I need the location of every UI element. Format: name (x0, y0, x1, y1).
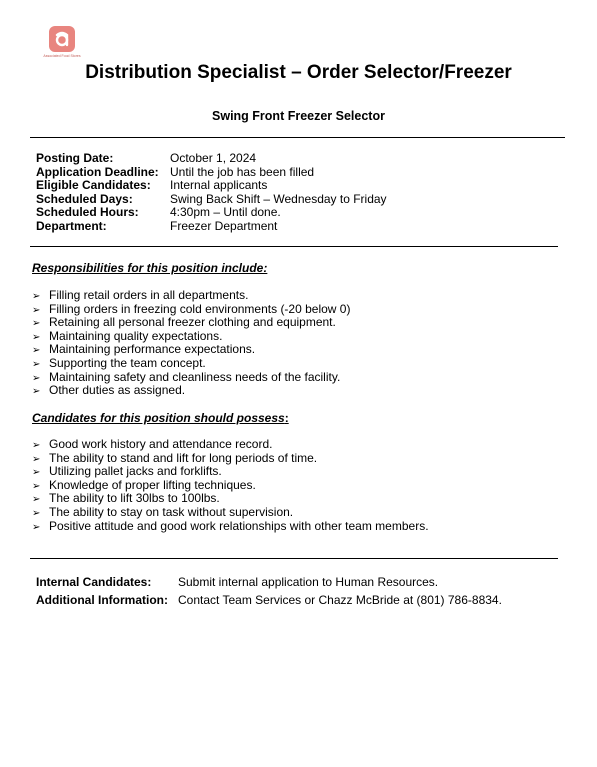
responsibilities-heading-text: Responsibilities for this position include: (32, 261, 268, 275)
detail-row (36, 206, 387, 220)
divider-bottom (30, 558, 558, 559)
detail-label: Application Deadline: (36, 164, 159, 179)
arrow-bullet-icon: ➢ (32, 358, 41, 370)
list-item-text: Good work history and attendance record. (49, 437, 273, 451)
list-item (32, 452, 429, 466)
qualifications-heading (32, 411, 289, 425)
list-item-text: Knowledge of proper lifting techniques. (49, 477, 256, 492)
arrow-bullet-icon: ➢ (32, 291, 41, 302)
list-item-text: Retaining all personal freezer clothing and equipment. (49, 315, 336, 330)
divider-top (30, 137, 565, 138)
qualifications-heading-text: Candidates for this position should possess (32, 411, 285, 425)
qualifications-heading-colon: : (284, 411, 289, 425)
job-title: Distribution Specialist – Order Selector/Freezer (85, 62, 512, 83)
detail-value: Until the job has been filled (170, 164, 315, 179)
detail-label: Posting Date: (36, 151, 114, 165)
footer-label: Internal Candidates: (36, 575, 152, 589)
qualifications-list (32, 438, 429, 533)
list-item (32, 330, 350, 344)
detail-value: Internal applicants (170, 178, 268, 193)
footer-value: Contact Team Services or Chazz McBride at (801) 786-8834. (178, 592, 502, 607)
detail-row (36, 193, 387, 207)
arrow-bullet-icon: ➢ (32, 480, 41, 492)
footer-value: Submit internal application to Human Resources. (178, 575, 439, 589)
list-item (32, 465, 429, 479)
company-logo (32, 26, 92, 58)
list-item (32, 289, 350, 303)
list-item-text: Maintaining quality expectations. (49, 328, 223, 343)
arrow-bullet-icon: ➢ (32, 318, 41, 330)
arrow-bullet-icon: ➢ (32, 521, 41, 533)
divider-details (30, 246, 558, 247)
job-subtitle: Swing Front Freezer Selector (212, 109, 385, 123)
responsibilities-heading (32, 261, 267, 275)
detail-value: Swing Back Shift – Wednesday to Friday (170, 191, 387, 206)
detail-row (36, 179, 387, 193)
list-item (32, 506, 429, 520)
list-item (32, 384, 350, 398)
arrow-bullet-icon: ➢ (32, 507, 41, 519)
list-item (32, 492, 429, 506)
footer-label: Additional Information: (36, 592, 168, 607)
list-item (32, 479, 429, 493)
list-item-text: The ability to stand and lift for long periods of time. (49, 450, 318, 465)
detail-label: Eligible Candidates: (36, 178, 151, 193)
list-item-text: Maintaining performance expectations. (49, 342, 256, 357)
list-item-text: Supporting the team concept. (49, 355, 206, 370)
detail-value: October 1, 2024 (170, 151, 257, 165)
list-item (32, 316, 350, 330)
arrow-bullet-icon: ➢ (32, 386, 41, 398)
detail-value: Freezer Department (170, 218, 278, 233)
list-item (32, 520, 429, 534)
list-item (32, 357, 350, 371)
list-item-text: Filling orders in freezing cold environments (-20 below 0) (49, 301, 351, 316)
detail-value: 4:30pm – Until done. (170, 205, 281, 220)
list-item-text: The ability to lift 30lbs to 100lbs. (49, 491, 220, 506)
logo-mark (49, 26, 75, 52)
list-item (32, 371, 350, 385)
list-item (32, 343, 350, 357)
footer-row (36, 592, 502, 610)
detail-label: Scheduled Hours: (36, 205, 139, 220)
detail-label: Scheduled Days: (36, 191, 133, 206)
list-item-text: Positive attitude and good work relationships with other team members. (49, 518, 429, 533)
application-info (36, 574, 502, 609)
list-item-text: Filling retail orders in all departments. (49, 288, 249, 302)
arrow-bullet-icon: ➢ (32, 345, 41, 357)
footer-row (36, 574, 502, 592)
arrow-bullet-icon: ➢ (32, 453, 41, 465)
arrow-bullet-icon: ➢ (32, 331, 41, 343)
detail-label: Department: (36, 218, 107, 233)
arrow-bullet-icon: ➢ (32, 304, 41, 316)
logo-text: Associated Food Stores (43, 54, 81, 58)
list-item (32, 303, 350, 317)
detail-row (36, 220, 387, 234)
posting-details (36, 152, 387, 234)
arrow-bullet-icon: ➢ (32, 440, 41, 451)
detail-row (36, 166, 387, 180)
arrow-bullet-icon: ➢ (32, 494, 41, 506)
arrow-bullet-icon: ➢ (32, 372, 41, 384)
list-item-text: Maintaining safety and cleanliness needs of the facility. (49, 369, 341, 384)
arrow-bullet-icon: ➢ (32, 467, 41, 479)
responsibilities-list (32, 289, 350, 398)
list-item-text: The ability to stay on task without supervision. (49, 504, 294, 519)
detail-row (36, 152, 387, 166)
list-item-text: Utilizing pallet jacks and forklifts. (49, 464, 222, 479)
list-item (32, 438, 429, 452)
list-item-text: Other duties as assigned. (49, 383, 186, 398)
